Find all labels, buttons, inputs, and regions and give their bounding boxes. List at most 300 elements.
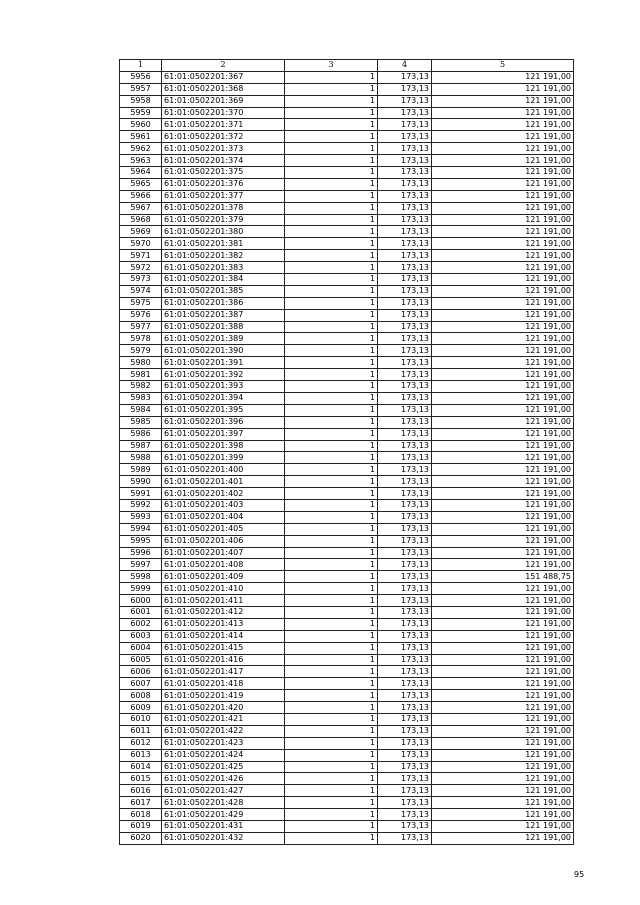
row-number-cell: 5991 — [120, 488, 162, 500]
value-cell: 121 191,00 — [432, 476, 574, 488]
row-number-cell: 5998 — [120, 571, 162, 583]
value-cell: 121 191,00 — [432, 702, 574, 714]
area-cell: 173,13 — [378, 666, 432, 678]
value-cell: 121 191,00 — [432, 369, 574, 381]
cadastral-number-cell: 61:01:0502201:420 — [162, 702, 285, 714]
count-cell: 1 — [285, 499, 378, 511]
area-cell: 173,13 — [378, 630, 432, 642]
cadastral-number-cell: 61:01:0502201:426 — [162, 773, 285, 785]
row-number-cell: 5958 — [120, 95, 162, 107]
area-cell: 173,13 — [378, 713, 432, 725]
column-header: 1 — [120, 60, 162, 72]
row-number-cell: 5960 — [120, 119, 162, 131]
table-row — [120, 202, 574, 214]
cadastral-number-cell: 61:01:0502201:368 — [162, 83, 285, 95]
value-cell: 121 191,00 — [432, 95, 574, 107]
table-row — [120, 285, 574, 297]
area-cell: 173,13 — [378, 725, 432, 737]
table-row — [120, 238, 574, 250]
row-number-cell: 6016 — [120, 785, 162, 797]
cadastral-number-cell: 61:01:0502201:391 — [162, 357, 285, 369]
table-row — [120, 809, 574, 821]
value-cell: 121 191,00 — [432, 202, 574, 214]
area-cell: 173,13 — [378, 297, 432, 309]
count-cell: 1 — [285, 285, 378, 297]
count-cell: 1 — [285, 428, 378, 440]
cadastral-number-cell: 61:01:0502201:399 — [162, 452, 285, 464]
value-cell: 121 191,00 — [432, 749, 574, 761]
value-cell: 121 191,00 — [432, 654, 574, 666]
row-number-cell: 6014 — [120, 761, 162, 773]
area-cell: 173,13 — [378, 83, 432, 95]
area-cell: 173,13 — [378, 606, 432, 618]
count-cell: 1 — [285, 618, 378, 630]
area-cell: 173,13 — [378, 618, 432, 630]
cadastral-number-cell: 61:01:0502201:415 — [162, 642, 285, 654]
count-cell: 1 — [285, 262, 378, 274]
area-cell: 173,13 — [378, 642, 432, 654]
table-row — [120, 642, 574, 654]
value-cell: 121 191,00 — [432, 488, 574, 500]
count-cell: 1 — [285, 630, 378, 642]
row-number-cell: 6006 — [120, 666, 162, 678]
column-header: 2 — [162, 60, 285, 72]
table-row — [120, 761, 574, 773]
table-row — [120, 630, 574, 642]
value-cell: 121 191,00 — [432, 155, 574, 167]
count-cell: 1 — [285, 71, 378, 83]
value-cell: 121 191,00 — [432, 214, 574, 226]
area-cell: 173,13 — [378, 238, 432, 250]
value-cell: 121 191,00 — [432, 511, 574, 523]
value-cell: 121 191,00 — [432, 464, 574, 476]
area-cell: 173,13 — [378, 464, 432, 476]
cadastral-number-cell: 61:01:0502201:388 — [162, 321, 285, 333]
row-number-cell: 6003 — [120, 630, 162, 642]
value-cell: 121 191,00 — [432, 440, 574, 452]
count-cell: 1 — [285, 606, 378, 618]
area-cell: 173,13 — [378, 143, 432, 155]
value-cell: 121 191,00 — [432, 321, 574, 333]
value-cell: 121 191,00 — [432, 428, 574, 440]
value-cell: 121 191,00 — [432, 595, 574, 607]
value-cell: 121 191,00 — [432, 785, 574, 797]
row-number-cell: 5993 — [120, 511, 162, 523]
value-cell: 121 191,00 — [432, 547, 574, 559]
area-cell: 173,13 — [378, 107, 432, 119]
table-row — [120, 214, 574, 226]
cadastral-number-cell: 61:01:0502201:404 — [162, 511, 285, 523]
row-number-cell: 5957 — [120, 83, 162, 95]
value-cell: 121 191,00 — [432, 285, 574, 297]
value-cell: 121 191,00 — [432, 226, 574, 238]
area-cell: 173,13 — [378, 155, 432, 167]
cadastral-number-cell: 61:01:0502201:429 — [162, 809, 285, 821]
count-cell: 1 — [285, 214, 378, 226]
row-number-cell: 6020 — [120, 832, 162, 844]
table-row — [120, 297, 574, 309]
table-row — [120, 404, 574, 416]
value-cell: 121 191,00 — [432, 119, 574, 131]
count-cell: 1 — [285, 797, 378, 809]
area-cell: 173,13 — [378, 345, 432, 357]
count-cell: 1 — [285, 785, 378, 797]
count-cell: 1 — [285, 392, 378, 404]
count-cell: 1 — [285, 274, 378, 286]
count-cell: 1 — [285, 95, 378, 107]
cadastral-number-cell: 61:01:0502201:378 — [162, 202, 285, 214]
area-cell: 173,13 — [378, 523, 432, 535]
table-row — [120, 95, 574, 107]
cadastral-number-cell: 61:01:0502201:367 — [162, 71, 285, 83]
count-cell: 1 — [285, 143, 378, 155]
table-row — [120, 476, 574, 488]
value-cell: 121 191,00 — [432, 535, 574, 547]
count-cell: 1 — [285, 357, 378, 369]
row-number-cell: 5980 — [120, 357, 162, 369]
row-number-cell: 5976 — [120, 309, 162, 321]
row-number-cell: 6010 — [120, 713, 162, 725]
value-cell: 121 191,00 — [432, 333, 574, 345]
count-cell: 1 — [285, 571, 378, 583]
property-table — [119, 59, 574, 845]
cadastral-number-cell: 61:01:0502201:398 — [162, 440, 285, 452]
area-cell: 173,13 — [378, 321, 432, 333]
table-row — [120, 440, 574, 452]
cadastral-number-cell: 61:01:0502201:408 — [162, 559, 285, 571]
area-cell: 173,13 — [378, 832, 432, 844]
table-row — [120, 167, 574, 179]
table-row — [120, 559, 574, 571]
row-number-cell: 5992 — [120, 499, 162, 511]
table-row — [120, 155, 574, 167]
cadastral-number-cell: 61:01:0502201:372 — [162, 131, 285, 143]
area-cell: 173,13 — [378, 821, 432, 833]
area-cell: 173,13 — [378, 440, 432, 452]
row-number-cell: 5990 — [120, 476, 162, 488]
value-cell: 121 191,00 — [432, 167, 574, 179]
cadastral-number-cell: 61:01:0502201:390 — [162, 345, 285, 357]
area-cell: 173,13 — [378, 488, 432, 500]
area-cell: 173,13 — [378, 452, 432, 464]
count-cell: 1 — [285, 809, 378, 821]
count-cell: 1 — [285, 190, 378, 202]
count-cell: 1 — [285, 666, 378, 678]
row-number-cell: 5967 — [120, 202, 162, 214]
cadastral-number-cell: 61:01:0502201:407 — [162, 547, 285, 559]
count-cell: 1 — [285, 381, 378, 393]
table-row — [120, 773, 574, 785]
value-cell: 121 191,00 — [432, 725, 574, 737]
area-cell: 173,13 — [378, 785, 432, 797]
row-number-cell: 5999 — [120, 583, 162, 595]
table-row — [120, 452, 574, 464]
value-cell: 121 191,00 — [432, 678, 574, 690]
row-number-cell: 5966 — [120, 190, 162, 202]
count-cell: 1 — [285, 119, 378, 131]
row-number-cell: 5962 — [120, 143, 162, 155]
table-row — [120, 71, 574, 83]
row-number-cell: 5994 — [120, 523, 162, 535]
table-row — [120, 381, 574, 393]
value-cell: 121 191,00 — [432, 381, 574, 393]
count-cell: 1 — [285, 416, 378, 428]
value-cell: 121 191,00 — [432, 345, 574, 357]
area-cell: 173,13 — [378, 416, 432, 428]
count-cell: 1 — [285, 690, 378, 702]
value-cell: 121 191,00 — [432, 832, 574, 844]
table-row — [120, 547, 574, 559]
table-row — [120, 749, 574, 761]
row-number-cell: 6002 — [120, 618, 162, 630]
cadastral-number-cell: 61:01:0502201:427 — [162, 785, 285, 797]
cadastral-number-cell: 61:01:0502201:396 — [162, 416, 285, 428]
count-cell: 1 — [285, 583, 378, 595]
table-row — [120, 345, 574, 357]
table-row — [120, 333, 574, 345]
count-cell: 1 — [285, 725, 378, 737]
row-number-cell: 5979 — [120, 345, 162, 357]
count-cell: 1 — [285, 440, 378, 452]
count-cell: 1 — [285, 642, 378, 654]
table-row — [120, 499, 574, 511]
row-number-cell: 5987 — [120, 440, 162, 452]
table-row — [120, 523, 574, 535]
value-cell: 121 191,00 — [432, 690, 574, 702]
value-cell: 121 191,00 — [432, 666, 574, 678]
count-cell: 1 — [285, 202, 378, 214]
value-cell: 121 191,00 — [432, 404, 574, 416]
row-number-cell: 5970 — [120, 238, 162, 250]
count-cell: 1 — [285, 333, 378, 345]
cadastral-number-cell: 61:01:0502201:397 — [162, 428, 285, 440]
table-row — [120, 190, 574, 202]
cadastral-number-cell: 61:01:0502201:376 — [162, 178, 285, 190]
cadastral-number-cell: 61:01:0502201:425 — [162, 761, 285, 773]
table-row — [120, 250, 574, 262]
value-cell: 121 191,00 — [432, 297, 574, 309]
row-number-cell: 6007 — [120, 678, 162, 690]
area-cell: 173,13 — [378, 761, 432, 773]
table-row — [120, 131, 574, 143]
area-cell: 173,13 — [378, 369, 432, 381]
cadastral-number-cell: 61:01:0502201:428 — [162, 797, 285, 809]
table-row — [120, 583, 574, 595]
row-number-cell: 5972 — [120, 262, 162, 274]
value-cell: 121 191,00 — [432, 262, 574, 274]
row-number-cell: 5956 — [120, 71, 162, 83]
cadastral-number-cell: 61:01:0502201:395 — [162, 404, 285, 416]
row-number-cell: 5965 — [120, 178, 162, 190]
cadastral-number-cell: 61:01:0502201:394 — [162, 392, 285, 404]
area-cell: 173,13 — [378, 559, 432, 571]
table-row — [120, 832, 574, 844]
table-row — [120, 666, 574, 678]
table-row — [120, 321, 574, 333]
value-cell: 121 191,00 — [432, 452, 574, 464]
row-number-cell: 6000 — [120, 595, 162, 607]
count-cell: 1 — [285, 511, 378, 523]
row-number-cell: 6008 — [120, 690, 162, 702]
value-cell: 121 191,00 — [432, 83, 574, 95]
count-cell: 1 — [285, 773, 378, 785]
row-number-cell: 5988 — [120, 452, 162, 464]
row-number-cell: 5984 — [120, 404, 162, 416]
cadastral-number-cell: 61:01:0502201:414 — [162, 630, 285, 642]
row-number-cell: 6009 — [120, 702, 162, 714]
cadastral-number-cell: 61:01:0502201:384 — [162, 274, 285, 286]
area-cell: 173,13 — [378, 571, 432, 583]
count-cell: 1 — [285, 131, 378, 143]
cadastral-number-cell: 61:01:0502201:385 — [162, 285, 285, 297]
row-number-cell: 5978 — [120, 333, 162, 345]
area-cell: 173,13 — [378, 583, 432, 595]
area-cell: 173,13 — [378, 392, 432, 404]
count-cell: 1 — [285, 737, 378, 749]
page-number: 95 — [574, 870, 585, 879]
count-cell: 1 — [285, 238, 378, 250]
area-cell: 173,13 — [378, 381, 432, 393]
count-cell: 1 — [285, 535, 378, 547]
area-cell: 173,13 — [378, 71, 432, 83]
count-cell: 1 — [285, 464, 378, 476]
area-cell: 173,13 — [378, 690, 432, 702]
cadastral-number-cell: 61:01:0502201:401 — [162, 476, 285, 488]
table-row — [120, 143, 574, 155]
cadastral-number-cell: 61:01:0502201:424 — [162, 749, 285, 761]
table-row — [120, 702, 574, 714]
area-cell: 173,13 — [378, 702, 432, 714]
column-header: 5 — [432, 60, 574, 72]
value-cell: 121 191,00 — [432, 238, 574, 250]
value-cell: 121 191,00 — [432, 642, 574, 654]
value-cell: 121 191,00 — [432, 809, 574, 821]
table-row — [120, 595, 574, 607]
area-cell: 173,13 — [378, 511, 432, 523]
cadastral-number-cell: 61:01:0502201:406 — [162, 535, 285, 547]
table-header-row — [120, 60, 574, 72]
table-row — [120, 274, 574, 286]
cadastral-number-cell: 61:01:0502201:413 — [162, 618, 285, 630]
row-number-cell: 6019 — [120, 821, 162, 833]
value-cell: 121 191,00 — [432, 606, 574, 618]
row-number-cell: 6015 — [120, 773, 162, 785]
row-number-cell: 6018 — [120, 809, 162, 821]
row-number-cell: 5982 — [120, 381, 162, 393]
table-row — [120, 464, 574, 476]
table-row — [120, 737, 574, 749]
table-row — [120, 428, 574, 440]
area-cell: 173,13 — [378, 428, 432, 440]
count-cell: 1 — [285, 595, 378, 607]
area-cell: 173,13 — [378, 202, 432, 214]
value-cell: 121 191,00 — [432, 250, 574, 262]
table-row — [120, 535, 574, 547]
row-number-cell: 5975 — [120, 297, 162, 309]
table-row — [120, 83, 574, 95]
cadastral-number-cell: 61:01:0502201:386 — [162, 297, 285, 309]
value-cell: 121 191,00 — [432, 143, 574, 155]
area-cell: 173,13 — [378, 678, 432, 690]
area-cell: 173,13 — [378, 95, 432, 107]
cadastral-number-cell: 61:01:0502201:431 — [162, 821, 285, 833]
row-number-cell: 5973 — [120, 274, 162, 286]
row-number-cell: 5959 — [120, 107, 162, 119]
count-cell: 1 — [285, 523, 378, 535]
count-cell: 1 — [285, 369, 378, 381]
value-cell: 121 191,00 — [432, 761, 574, 773]
table-row — [120, 606, 574, 618]
value-cell: 121 191,00 — [432, 618, 574, 630]
count-cell: 1 — [285, 321, 378, 333]
count-cell: 1 — [285, 250, 378, 262]
area-cell: 173,13 — [378, 250, 432, 262]
count-cell: 1 — [285, 404, 378, 416]
value-cell: 121 191,00 — [432, 392, 574, 404]
row-number-cell: 6013 — [120, 749, 162, 761]
table-row — [120, 785, 574, 797]
count-cell: 1 — [285, 678, 378, 690]
value-cell: 121 191,00 — [432, 416, 574, 428]
count-cell: 1 — [285, 713, 378, 725]
table-row — [120, 713, 574, 725]
table-row — [120, 369, 574, 381]
count-cell: 1 — [285, 488, 378, 500]
cadastral-number-cell: 61:01:0502201:416 — [162, 654, 285, 666]
row-number-cell: 6017 — [120, 797, 162, 809]
area-cell: 173,13 — [378, 809, 432, 821]
count-cell: 1 — [285, 559, 378, 571]
row-number-cell: 5997 — [120, 559, 162, 571]
value-cell: 121 191,00 — [432, 797, 574, 809]
area-cell: 173,13 — [378, 190, 432, 202]
area-cell: 173,13 — [378, 547, 432, 559]
count-cell: 1 — [285, 226, 378, 238]
cadastral-number-cell: 61:01:0502201:405 — [162, 523, 285, 535]
cadastral-number-cell: 61:01:0502201:400 — [162, 464, 285, 476]
area-cell: 173,13 — [378, 131, 432, 143]
area-cell: 173,13 — [378, 285, 432, 297]
row-number-cell: 5968 — [120, 214, 162, 226]
value-cell: 121 191,00 — [432, 559, 574, 571]
table-row — [120, 107, 574, 119]
area-cell: 173,13 — [378, 119, 432, 131]
value-cell: 121 191,00 — [432, 274, 574, 286]
cadastral-number-cell: 61:01:0502201:375 — [162, 167, 285, 179]
row-number-cell: 5961 — [120, 131, 162, 143]
cadastral-number-cell: 61:01:0502201:423 — [162, 737, 285, 749]
table-row — [120, 725, 574, 737]
value-cell: 121 191,00 — [432, 107, 574, 119]
cadastral-number-cell: 61:01:0502201:379 — [162, 214, 285, 226]
row-number-cell: 5996 — [120, 547, 162, 559]
cadastral-number-cell: 61:01:0502201:417 — [162, 666, 285, 678]
cadastral-number-cell: 61:01:0502201:412 — [162, 606, 285, 618]
cadastral-number-cell: 61:01:0502201:422 — [162, 725, 285, 737]
cadastral-number-cell: 61:01:0502201:377 — [162, 190, 285, 202]
count-cell: 1 — [285, 167, 378, 179]
area-cell: 173,13 — [378, 262, 432, 274]
row-number-cell: 5983 — [120, 392, 162, 404]
table-row — [120, 226, 574, 238]
count-cell: 1 — [285, 452, 378, 464]
cadastral-number-cell: 61:01:0502201:432 — [162, 832, 285, 844]
count-cell: 1 — [285, 297, 378, 309]
value-cell: 121 191,00 — [432, 737, 574, 749]
count-cell: 1 — [285, 654, 378, 666]
area-cell: 173,13 — [378, 749, 432, 761]
area-cell: 173,13 — [378, 226, 432, 238]
